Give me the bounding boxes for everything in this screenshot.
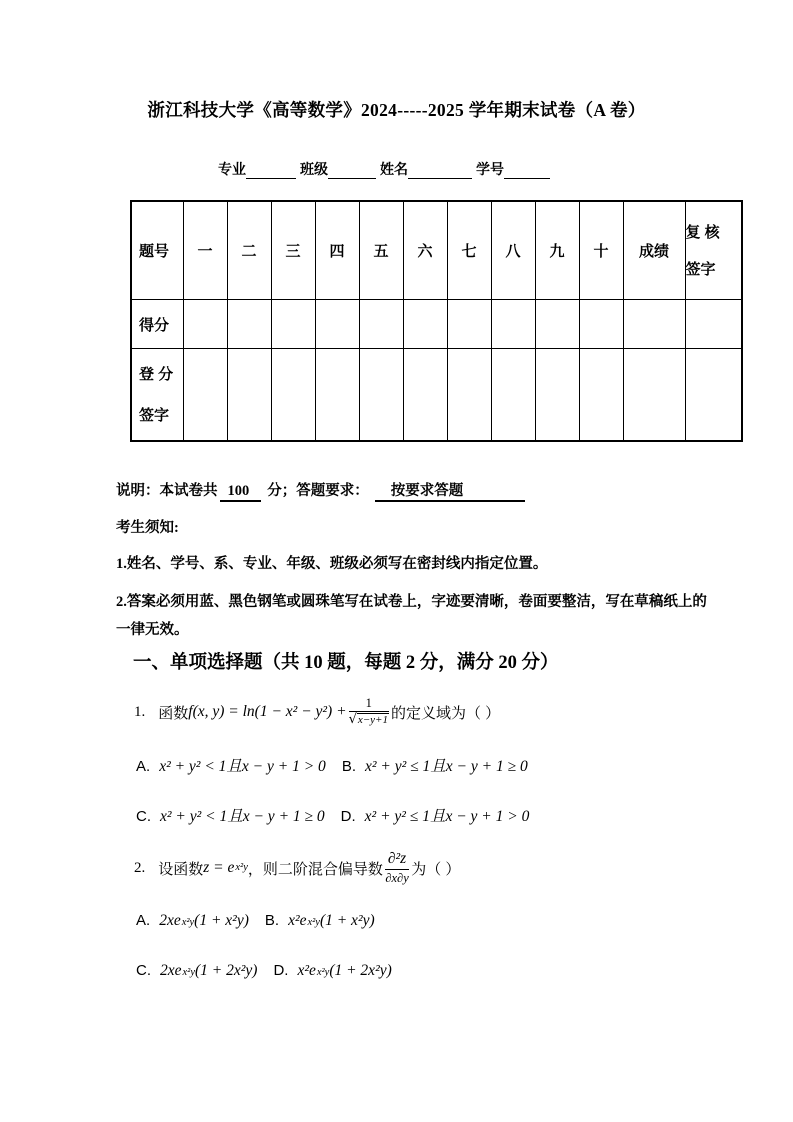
q2-option-a: A. 2xe x²y (1 + x²y) (136, 912, 249, 929)
fraction-numerator: ∂²z (385, 850, 409, 870)
review-sign-header-cell (685, 201, 742, 300)
student-id-blank-field (504, 163, 550, 179)
major-blank-field (246, 163, 296, 179)
col-header-10: 十 (579, 201, 623, 300)
q2-options-row-ab (136, 912, 375, 930)
score-cell (271, 300, 315, 349)
sign-cell (579, 349, 623, 442)
col-header-8: 八 (491, 201, 535, 300)
col-header-6: 六 (403, 201, 447, 300)
score-summary-table (130, 200, 743, 442)
score-header-cell: 成绩 (623, 201, 685, 300)
q2-options-row-cd (136, 962, 392, 980)
q2-option-c: C. 2xe x²y (1 + 2x²y) (136, 962, 258, 979)
name-label: 姓名 (380, 163, 408, 178)
option-post: (1 + x²y) (194, 912, 249, 929)
q1-option-a (136, 754, 326, 776)
class-label: 班级 (300, 163, 328, 178)
option-math: x² + y² ≤ 1且x − y + 1 ≥ 0 (365, 758, 528, 775)
option-label: A. (136, 912, 151, 929)
sign-cell (491, 349, 535, 442)
option-math: x² + y² < 1且x − y + 1 ≥ 0 (160, 808, 325, 825)
option-label: C. (136, 808, 151, 825)
score-cell (579, 300, 623, 349)
page-title: 浙江科技大学《高等数学》2024-----2025 学年期末试卷（A 卷） (147, 100, 646, 120)
sqrt-icon: √ (348, 712, 357, 728)
exam-note-line (116, 479, 525, 502)
option-post: (1 + 2x²y) (329, 962, 392, 979)
score-cell (491, 300, 535, 349)
sign-row-label (131, 349, 183, 442)
q2-option-b: B. x²e x²y (1 + x²y) (264, 912, 375, 929)
q1-option-d (341, 804, 530, 826)
score-cell (447, 300, 491, 349)
notice-heading: 考生须知: (116, 520, 179, 536)
score-cell (183, 300, 227, 349)
q2-option-d: D. x²e x²y (1 + 2x²y) (273, 962, 392, 979)
q1-options-row-ab (136, 754, 528, 776)
question-1-number: 1. (134, 703, 146, 720)
score-cell (623, 300, 685, 349)
sign-cell (623, 349, 685, 442)
question-2-lead: 设函数 (158, 860, 204, 878)
sign-cell (535, 349, 579, 442)
question-1-fraction (349, 696, 389, 728)
note-suffix: 分；答题要求： (267, 483, 369, 499)
option-label: D. (273, 962, 289, 979)
fraction-denominator: ∂x∂y (385, 871, 409, 886)
note-prefix: 说明：本试卷共 (116, 483, 218, 499)
table-header-row (131, 201, 742, 300)
review-header-line1: 复 核 (685, 223, 720, 241)
question-2-tail: 为（ ） (411, 860, 461, 878)
score-row (131, 300, 742, 349)
option-pre: 2xe (160, 962, 182, 979)
sign-cell (183, 349, 227, 442)
sign-row-label-line1: 登 分 (139, 365, 174, 383)
sign-cell (359, 349, 403, 442)
question-1 (134, 691, 500, 733)
sign-cell (403, 349, 447, 442)
review-header-line2: 签字 (685, 260, 716, 278)
score-cell (359, 300, 403, 349)
answer-requirement-blank: 按要求答题 (375, 479, 526, 502)
score-cell (315, 300, 359, 349)
col-header-9: 九 (535, 201, 579, 300)
col-header-7: 七 (447, 201, 491, 300)
q1-option-c (136, 804, 325, 826)
option-label: A. (136, 758, 151, 775)
q1-options-row-cd (136, 804, 529, 826)
notice-item-1: 1.姓名、学号、系、专业、年级、班级必须写在密封线内指定位置。 (116, 556, 548, 572)
col-header-3: 三 (271, 201, 315, 300)
score-cell (535, 300, 579, 349)
option-pre: 2xe (159, 912, 181, 929)
partial-derivative-fraction (385, 850, 409, 885)
score-row-label: 得分 (131, 300, 183, 349)
score-cell (227, 300, 271, 349)
sign-cell (315, 349, 359, 442)
sign-cell (227, 349, 271, 442)
col-header-4: 四 (315, 201, 359, 300)
sqrt-radicand: x−y+1 (357, 714, 388, 727)
question-2-expression-base: z = e (203, 859, 235, 876)
option-pre: x²e (297, 962, 316, 979)
student-info-line (218, 159, 554, 179)
question-2-number: 2. (134, 859, 146, 876)
option-label: C. (136, 962, 151, 979)
question-1-expression: f(x, y) = ln(1 − x² − y²) + (188, 703, 347, 720)
option-pre: x²e (288, 912, 307, 929)
col-header-5: 五 (359, 201, 403, 300)
option-label: B. (341, 758, 356, 775)
question-1-tail: 的定义域为（ ） (390, 704, 501, 722)
notice-item-2: 2.答案必须用蓝、黑色钢笔或圆珠笔写在试卷上，字迹要清晰，卷面要整洁，写在草稿纸上的一律无效。 (116, 594, 707, 638)
question-2-middle: ，则二阶混合偏导数 (247, 860, 383, 878)
col-header-2: 二 (227, 201, 271, 300)
class-blank-field (328, 163, 376, 179)
section-1-heading: 一、单项选择题（共 10 题，每题 2 分，满分 20 分） (133, 653, 559, 673)
major-label: 专业 (218, 163, 246, 178)
option-label: B. (264, 912, 280, 929)
question-2: 2. 设函数 z = e x²y ，则二阶混合偏导数 $\frac{\text{∂²z}}{\partial x\partial y}$ 为（ ） (134, 850, 461, 886)
option-math: x² + y² < 1且x − y + 1 > 0 (159, 758, 326, 775)
option-post: (1 + 2x²y) (194, 962, 258, 979)
corner-header-cell: 题号 (131, 201, 183, 300)
score-cell (685, 300, 742, 349)
sign-row-label-line2: 签字 (139, 406, 170, 424)
option-math: x² + y² ≤ 1且x − y + 1 > 0 (364, 808, 530, 825)
sign-cell (447, 349, 491, 442)
question-1-lead: 函数 (158, 704, 189, 722)
fraction-numerator: 1 (349, 696, 389, 712)
score-cell (403, 300, 447, 349)
sign-cell (271, 349, 315, 442)
sign-row (131, 349, 742, 442)
q1-option-b (342, 754, 528, 776)
col-header-1: 一 (183, 201, 227, 300)
total-points-blank: 100 (220, 483, 262, 502)
name-blank-field (408, 163, 472, 179)
student-id-label: 学号 (476, 163, 504, 178)
option-post: (1 + x²y) (319, 912, 375, 929)
sign-cell (685, 349, 742, 442)
option-label: D. (340, 808, 356, 825)
